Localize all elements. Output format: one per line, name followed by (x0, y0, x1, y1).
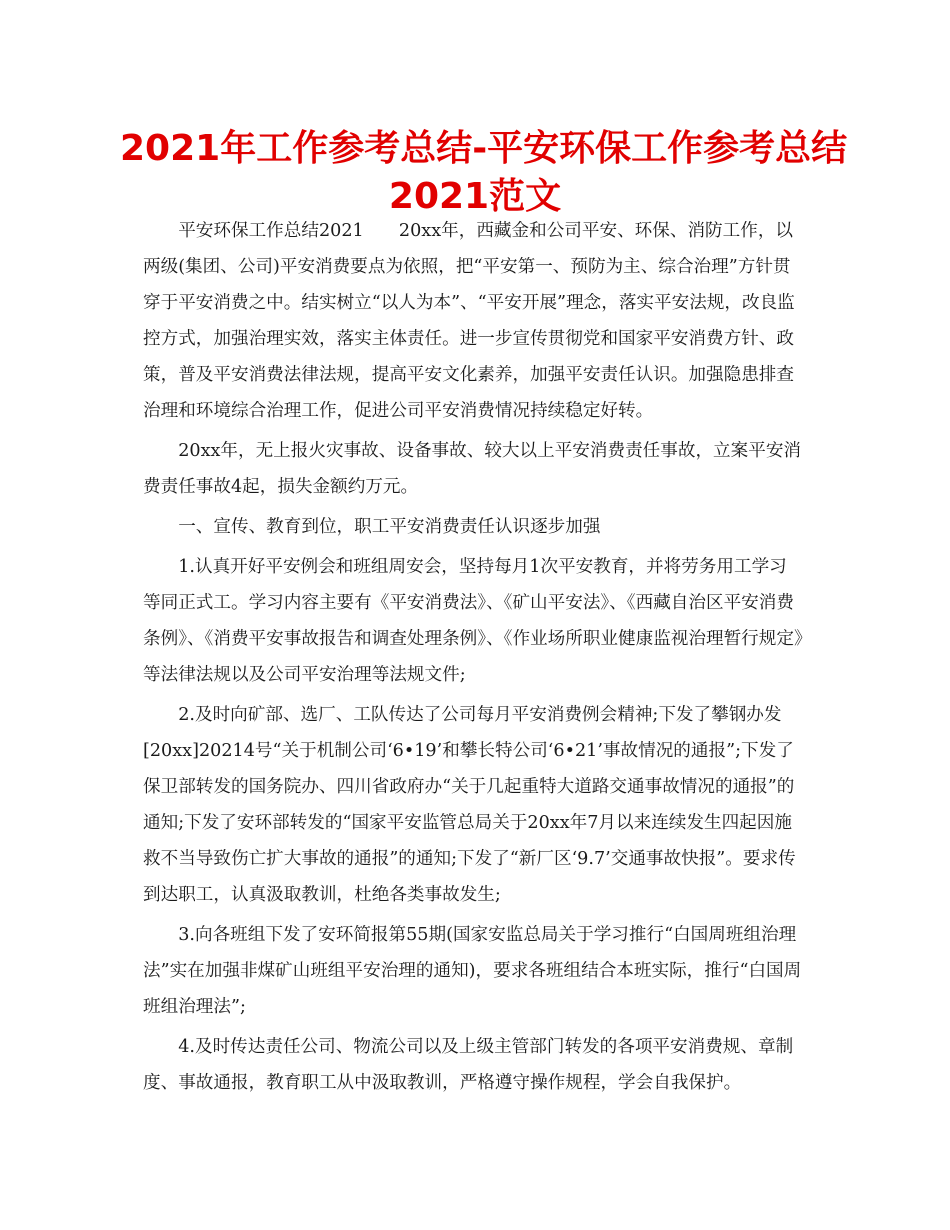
paragraph-intro: 平安环保工作总结2021 20xx年，西藏金和公司平安、环保、消防工作，以两级(集团、公司)平安消费要点为依照，把“平安第一、预防为主、综合治理”方针贯穿于平安消费之中。结实树立“以人为本”、“平安开展”理念，落实平安法规，改良监控方式，加强治理实效，落实主体责任。进一步宣传贯彻党和国家平安消费方针、政策，普及平安消费法律法规，提高平安文化素养，加强平安责任认识。加强隐患排查治理和环境综合治理工作，促进公司平安消费情况持续稳定好转。 (143, 221, 795, 421)
paragraph-item-4: 4.及时传达责任公司、物流公司以及上级主管部门转发的各项平安消费规、章制度、事故通报，教育职工从中汲取教训，严格遵守操作规程，学会自我保护。 (143, 1037, 794, 1093)
document-title-line-2: 2021范文 (388, 176, 562, 217)
paragraph-item-3: 3.向各班组下发了安环简报第55期(国家安监总局关于学习推行“白国周班组治理法”实在加强非煤矿山班组平安治理的通知)，要求各班组结合本班实际，推行“白国周班组治理法”; (143, 925, 802, 1017)
paragraph-item-2: 2.及时向矿部、选厂、工队传达了公司每月平安消费例会精神;下发了攀钢办发[20xx]20214号“关于机制公司‘6•19’和攀长特公司‘6•21’事故情况的通报”;下发了保卫部转发的国务院办、四川省政府办“关于几起重特大道路交通事故情况的通报”的通知;下发了安环部转发的“国家平安监管总局关于20xx年7月以来连续发生四起因施救不当导致伤亡扩大事故的通报”的通知;下发了“新厂区‘9.7’交通事故快报”。要求传到达职工，认真汲取教训，杜绝各类事故发生; (143, 705, 796, 905)
paragraph-item-1: 1.认真开好平安例会和班组周安会，坚持每月1次平安教育，并将劳务用工学习等同正式工。学习内容主要有《平安消费法》、《矿山平安法》、《西藏自治区平安消费条例》、《消费平安事故报告和调查处理条例》、《作业场所职业健康监视治理暂行规定》等法律法规以及公司平安治理等法规文件; (143, 557, 803, 685)
document-body (143, 213, 803, 1101)
paragraph-accident-summary: 20xx年，无上报火灾事故、设备事故、较大以上平安消费责任事故，立案平安消费责任事故4起，损失金额约万元。 (143, 441, 802, 497)
document-title-line-1: 2021年工作参考总结-平安环保工作参考总结 (120, 128, 848, 169)
section-heading-1: 一、宣传、教育到位，职工平安消费责任认识逐步加强 (178, 517, 601, 537)
